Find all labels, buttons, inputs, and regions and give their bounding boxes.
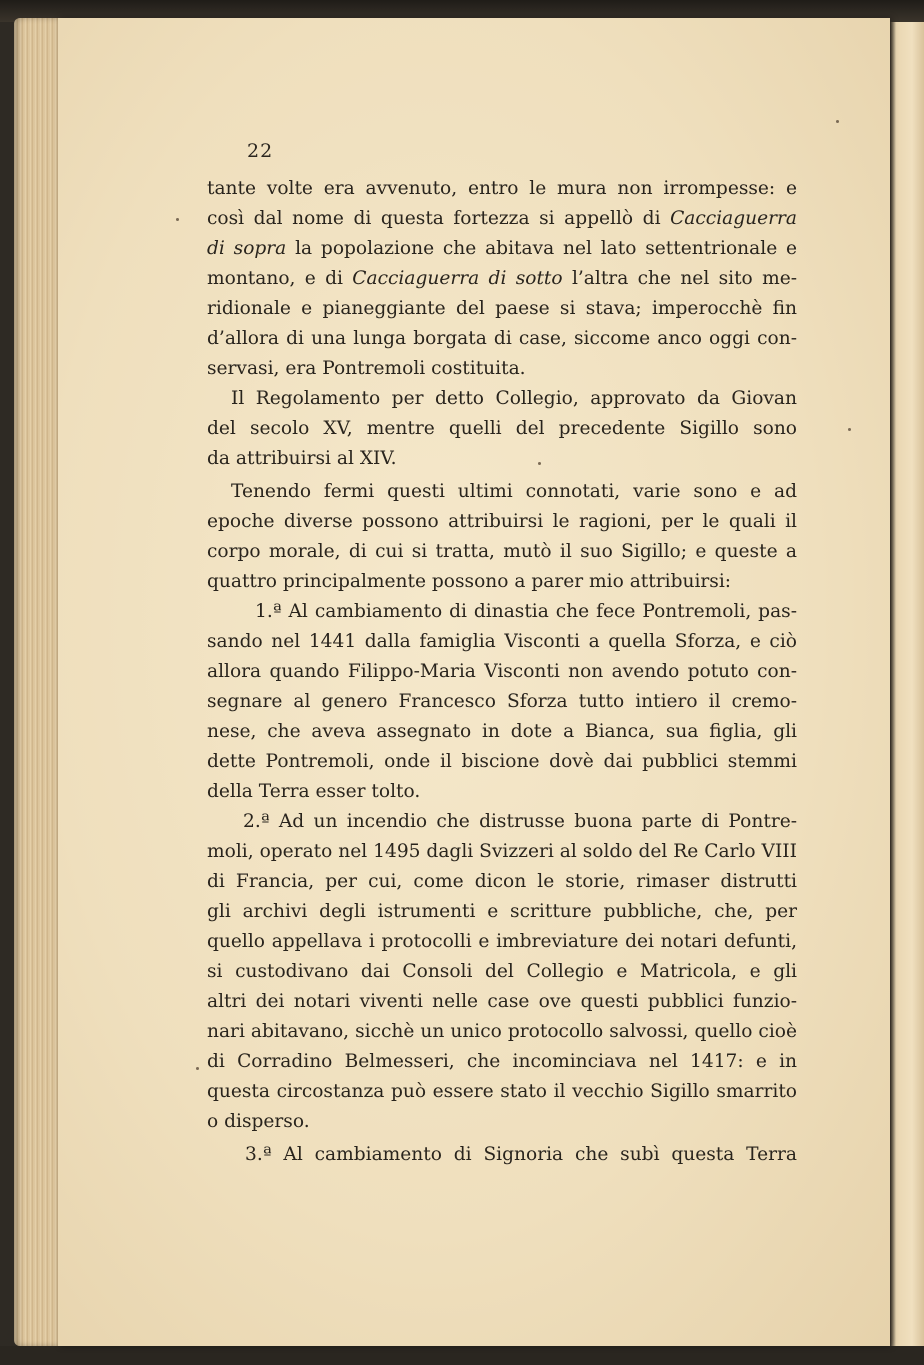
- text-segment: ridionale e pianeggiante del paese si stava; imperocchè fin: [207, 298, 797, 319]
- text-line: [207, 477, 797, 507]
- text-line: [207, 354, 797, 384]
- text-line: [207, 927, 797, 957]
- text-line: [207, 294, 797, 324]
- text-line: [207, 507, 797, 537]
- text-line: [207, 414, 797, 444]
- text-segment: si custodivano dai Consoli del Collegio e Matricola, e gli: [207, 961, 797, 982]
- text-segment: l’altra che nel sito me-: [562, 268, 797, 289]
- text-segment: così dal nome di questa fortezza si appellò di: [207, 208, 671, 229]
- text-segment: sando nel 1441 dalla famiglia Visconti a quella Sforza, e ciò: [207, 631, 797, 652]
- text-segment: da attribuirsi al XIV.: [207, 448, 397, 469]
- text-segment: questa circostanza può essere stato il vecchio Sigillo smarrito: [207, 1081, 797, 1102]
- text-segment: della Terra esser tolto.: [207, 781, 421, 802]
- text-line: [207, 747, 797, 777]
- text-line: [207, 264, 797, 294]
- next-page-edge: [890, 22, 924, 1362]
- page-number: 22: [247, 140, 274, 162]
- text-line: [207, 897, 797, 927]
- text-line: [207, 987, 797, 1017]
- italic-text: Cacciaguerra: [670, 208, 797, 229]
- text-line: [207, 537, 797, 567]
- text-line: [207, 1017, 797, 1047]
- text-line: [207, 957, 797, 987]
- page-edges-left: [14, 18, 64, 1346]
- text-segment: d’allora di una lunga borgata di case, siccome anco oggi con-: [207, 328, 797, 349]
- text-segment: quattro principalmente possono a parer mio attribuirsi:: [207, 571, 732, 592]
- text-segment: Tenendo fermi questi ultimi connotati, varie sono e ad: [231, 481, 797, 502]
- paper-speck: [848, 428, 851, 431]
- text-segment: nari abitavano, sicchè un unico protocollo salvossi, quello cioè: [207, 1021, 797, 1042]
- paper-speck: [836, 120, 839, 123]
- text-segment: la popolazione che abitava nel lato settentrionale e: [286, 238, 798, 259]
- text-line: [207, 807, 797, 837]
- text-segment: servasi, era Pontremoli costituita.: [207, 358, 526, 379]
- text-line: [207, 1077, 797, 1107]
- text-segment: montano, e di: [207, 268, 353, 289]
- paper-speck: [538, 462, 541, 465]
- text-segment: epoche diverse possono attribuirsi le ragioni, per le quali il: [207, 511, 797, 532]
- italic-text: di sopra: [207, 238, 287, 259]
- text-line: [207, 837, 797, 867]
- text-segment: 3.ª Al cambiamento di Signoria che subì questa Terra: [245, 1144, 797, 1165]
- text-segment: quello appellava i protocolli e imbreviature dei notari defunti,: [207, 931, 797, 952]
- text-line: [207, 234, 797, 264]
- text-line: [207, 174, 797, 204]
- text-segment: o disperso.: [207, 1111, 310, 1132]
- scan-background-bottom: [0, 1346, 924, 1365]
- text-line: [207, 204, 797, 234]
- text-line: [207, 867, 797, 897]
- text-line: [207, 1107, 797, 1137]
- text-segment: 2.ª Ad un incendio che distrusse buona parte di Pontre-: [243, 811, 797, 832]
- text-line: [207, 657, 797, 687]
- text-segment: nese, che aveva assegnato in dote a Bianca, sua figlia, gli: [207, 721, 797, 742]
- text-segment: allora quando Filippo-Maria Visconti non avendo potuto con-: [207, 661, 797, 682]
- text-segment: di Francia, per cui, come dicon le storie, rimaser distrutti: [207, 871, 797, 892]
- text-line: [207, 444, 797, 474]
- text-line: [207, 777, 797, 807]
- text-segment: dette Pontremoli, onde il biscione dovè dai pubblici stemmi: [207, 751, 797, 772]
- italic-text: Cacciaguerra di sotto: [352, 268, 563, 289]
- text-segment: del secolo XV, mentre quelli del precedente Sigillo sono: [207, 418, 797, 439]
- text-line: [207, 597, 797, 627]
- text-segment: segnare al genero Francesco Sforza tutto intiero il cremo-: [207, 691, 797, 712]
- body-text: [207, 174, 797, 1170]
- text-segment: 1.ª Al cambiamento di dinastia che fece Pontremoli, pas-: [255, 601, 797, 622]
- text-line: [207, 687, 797, 717]
- text-line: [207, 384, 797, 414]
- text-line: [207, 567, 797, 597]
- text-segment: Il Regolamento per detto Collegio, approvato da Giovan: [231, 388, 797, 409]
- paper-speck: [176, 218, 179, 221]
- text-line: [207, 1140, 797, 1170]
- text-segment: gli archivi degli istrumenti e scritture pubbliche, che, per: [207, 901, 797, 922]
- text-segment: moli, operato nel 1495 dagli Svizzeri al soldo del Re Carlo VIII: [207, 841, 797, 862]
- text-line: [207, 324, 797, 354]
- paper-speck: [196, 1067, 199, 1070]
- text-segment: corpo morale, di cui si tratta, mutò il suo Sigillo; e queste a: [207, 541, 797, 562]
- text-segment: altri dei notari viventi nelle case ove questi pubblici funzio-: [207, 991, 797, 1012]
- text-segment: di Corradino Belmesseri, che incominciava nel 1417: e in: [207, 1051, 797, 1072]
- text-line: [207, 717, 797, 747]
- text-line: [207, 1047, 797, 1077]
- text-line: [207, 627, 797, 657]
- text-segment: tante volte era avvenuto, entro le mura non irrompesse: e: [207, 178, 797, 199]
